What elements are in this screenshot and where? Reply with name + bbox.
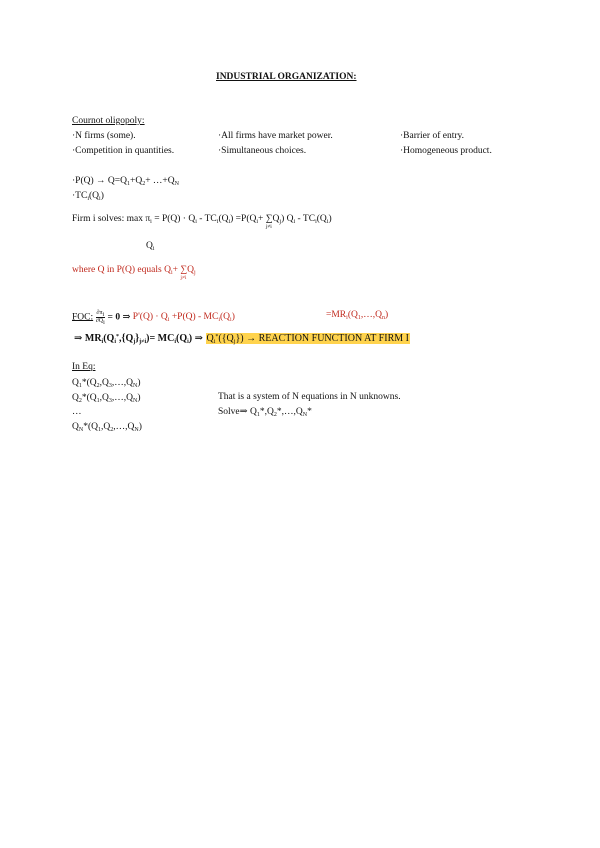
- firm-problem: Firm i solves: $\max \pi_i = P(Q) \cdot Q_i - TC_i(Q_i) =P(Q_i+$ ∑ j≠i $Q_j$) $Q_i - TC_i(Q_i)$: [72, 214, 332, 230]
- sum-index: j≠i: [180, 275, 187, 281]
- feature-simultaneous: ·Simultaneous choices.: [218, 146, 307, 156]
- reaction-function-highlight: $Q_i^*(\{Q_j\})$ → REACTION FUNCTION AT FIRM I: [206, 333, 409, 345]
- foc-derivative: $\frac{\partial\pi_i}{\partial Q_i}$: [95, 310, 105, 326]
- equilibrium-heading: In Eq:: [72, 362, 96, 372]
- feature-quantity-competition: ·Competition in quantities.: [72, 146, 175, 156]
- system-note: That is a system of N equations in N unknowns.: [218, 392, 401, 402]
- feature-barrier-entry: ·Barrier of entry.: [400, 131, 465, 141]
- cost-definition: $\cdot TC_i(Q_i)$: [72, 191, 104, 202]
- foc-label: FOC:: [72, 312, 94, 323]
- cournot-heading: Cournot oligopoly:: [72, 116, 145, 126]
- eq-line-1: $Q_1*(Q_2,Q_3,\dots,Q_N)$: [72, 378, 141, 389]
- feature-homogeneous: ·Homogeneous product.: [400, 146, 492, 156]
- foc-mr: $=MR_i(Q_1,\dots,Q_n)$: [326, 310, 389, 321]
- foc-condition: $P'(Q) \cdot Q_i +P(Q) - MC_i(Q_i)$: [132, 312, 235, 324]
- reaction-line: ⇒ $MR_i(Q_i^*,\{Q_j\}_{j\ne i})= MC_i(Q_i)$ ⇒ $Q_i^*(\{Q_j\})$ → REACTION FUNCTION AT FIRM I: [74, 333, 409, 345]
- where-note: where Q in P(Q) equals $Q_i+$ ∑ j≠i $Q_j$: [72, 265, 196, 281]
- page-title: INDUSTRIAL ORGANIZATION:: [216, 72, 357, 82]
- eq-line-n: $Q_N*(Q_1,Q_2,\dots,Q_N)$: [72, 422, 142, 433]
- price-definition: $\cdot P(Q) \to Q=Q_1+Q_2+$ $\dots+Q_N$: [72, 176, 179, 187]
- eq-ellipsis: …: [72, 407, 82, 417]
- foc-equals: = 0 ⇒: [107, 312, 131, 323]
- eq-line-2: $Q_2*(Q_1,Q_3,\dots,Q_N)$: [72, 393, 141, 404]
- foc-line: [72, 310, 235, 324]
- feature-n-firms: ·N firms (some).: [72, 131, 136, 141]
- sum-index: j≠i: [265, 224, 272, 230]
- feature-market-power: ·All firms have market power.: [218, 131, 333, 141]
- solve-line: Solve⇒ $Q_1*,Q_2*,\dots,Q_N*$: [218, 407, 312, 418]
- choice-variable: $Q_i$: [146, 241, 155, 252]
